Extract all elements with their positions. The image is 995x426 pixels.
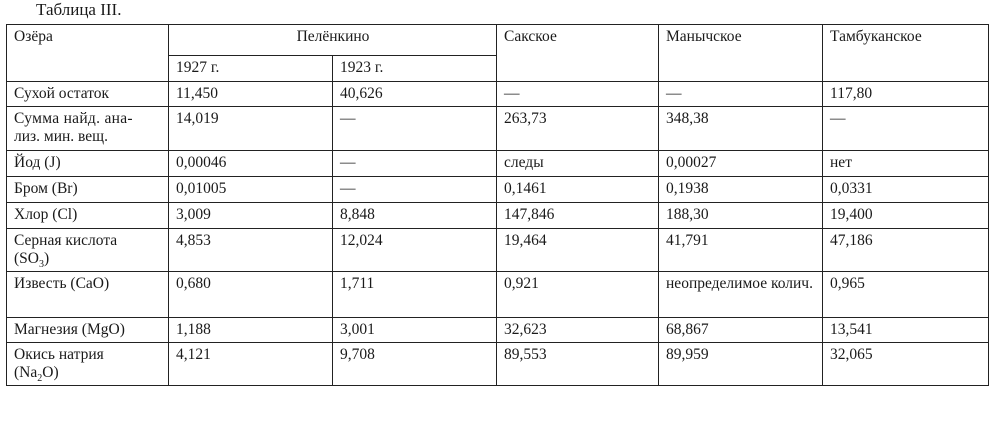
cell-value: 263,73 (497, 107, 659, 151)
table-row (7, 177, 989, 203)
cell-value: неопределимое колич. (659, 272, 823, 318)
table-row (7, 343, 989, 386)
row-label: Известь (CaO) (7, 272, 169, 318)
header-tambukan: Тамбуканское (823, 25, 989, 82)
cell-value: — (333, 177, 497, 203)
cell-value: 9,708 (333, 343, 497, 386)
header-row (7, 25, 989, 56)
cell-value: 1,188 (169, 318, 333, 343)
cell-value: 0,00046 (169, 151, 333, 177)
row-label: Бром (Br) (7, 177, 169, 203)
cell-value: — (659, 82, 823, 107)
cell-value: — (823, 107, 989, 151)
cell-value: 0,1461 (497, 177, 659, 203)
cell-value: 68,867 (659, 318, 823, 343)
row-label-line2: лиз. мин. вещ. (14, 128, 108, 145)
header-year-1927: 1927 г. (169, 56, 333, 82)
cell-value: 0,680 (169, 272, 333, 318)
cell-value: 13,541 (823, 318, 989, 343)
cell-value: 32,065 (823, 343, 989, 386)
cell-value: 19,400 (823, 203, 989, 229)
row-label (7, 107, 169, 151)
table-row (7, 272, 989, 318)
cell-value: 147,846 (497, 203, 659, 229)
cell-value: 14,019 (169, 107, 333, 151)
cell-value: 32,623 (497, 318, 659, 343)
cell-value: 41,791 (659, 229, 823, 272)
cell-value: 117,80 (823, 82, 989, 107)
cell-value: 19,464 (497, 229, 659, 272)
row-label-line1: Серная кислота (14, 232, 118, 249)
row-label (7, 229, 169, 272)
header-manych: Манычское (659, 25, 823, 82)
cell-value: 3,009 (169, 203, 333, 229)
row-label-line1: Сумма найд. ана- (14, 110, 133, 127)
table-row (7, 203, 989, 229)
cell-value: 188,30 (659, 203, 823, 229)
cell-value: 0,1938 (659, 177, 823, 203)
header-saki: Сакское (497, 25, 659, 82)
cell-value: 12,024 (333, 229, 497, 272)
table-row (7, 107, 989, 151)
lake-composition-table (6, 24, 989, 386)
table-row (7, 229, 989, 272)
cell-value: 1,711 (333, 272, 497, 318)
cell-value: 348,38 (659, 107, 823, 151)
cell-value: — (333, 107, 497, 151)
row-label: Йод (J) (7, 151, 169, 177)
header-year-1923: 1923 г. (333, 56, 497, 82)
table-caption: Таблица III. (36, 0, 122, 19)
cell-value: 11,450 (169, 82, 333, 107)
header-lakes: Озёра (7, 25, 169, 82)
row-label (7, 343, 169, 386)
row-label-formula: $(SO_3)$ (14, 250, 50, 271)
row-label: Магнезия (MgO) (7, 318, 169, 343)
table-row (7, 82, 989, 107)
cell-value: 0,965 (823, 272, 989, 318)
cell-value: 0,0331 (823, 177, 989, 203)
table-row (7, 151, 989, 177)
cell-value: 89,553 (497, 343, 659, 386)
table-row (7, 318, 989, 343)
cell-value: 0,01005 (169, 177, 333, 203)
row-label: Хлор (Cl) (7, 203, 169, 229)
cell-value: 4,853 (169, 229, 333, 272)
header-pelenkino: Пелёнкино (169, 25, 497, 56)
cell-value: 0,00027 (659, 151, 823, 177)
cell-value: — (333, 151, 497, 177)
cell-value: 3,001 (333, 318, 497, 343)
cell-value: 47,186 (823, 229, 989, 272)
cell-value: — (497, 82, 659, 107)
cell-value: 89,959 (659, 343, 823, 386)
cell-value: следы (497, 151, 659, 177)
row-label-line1: Окись натрия (14, 346, 104, 363)
cell-value: 8,848 (333, 203, 497, 229)
cell-value: 40,626 (333, 82, 497, 107)
cell-value: 4,121 (169, 343, 333, 386)
row-label-formula: $(Na_2O)$ (14, 364, 59, 385)
row-label: Сухой остаток (7, 82, 169, 107)
cell-value: 0,921 (497, 272, 659, 318)
cell-value: нет (823, 151, 989, 177)
